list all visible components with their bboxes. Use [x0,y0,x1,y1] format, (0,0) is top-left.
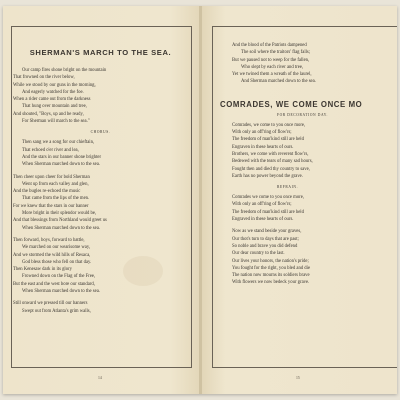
verse-line: Our lives your honors, the nation's pride; [232,258,309,264]
chorus [13,139,188,168]
verse-line: With only an off'ring of flow'rs; [232,130,292,136]
verse-line: So noble and brave you did defend [232,243,298,249]
refrain [232,194,397,223]
verse-line: Bedewed with the tears of many sad hours, [232,159,313,165]
verse-line: The freedom of man'kind still are held [232,137,304,143]
verse-line: For we knew that the stars in our banner [13,203,89,209]
verse-line: Swept out from Atlanta's grim walls, [22,308,91,314]
verse-line: That came from the lips of the men. [22,196,90,202]
verse-line: The soil where the traitors' flag falls; [241,50,311,56]
verse-line: Went up from each valley and glen, [22,181,89,187]
left-page [3,6,200,394]
verse-line: And the stars in our banner shone brighter [22,154,102,160]
stanza [232,228,397,286]
refrain-label: REFRAIN. [277,185,299,190]
verse-line: Brothers, we come with reverent flow'rs, [232,151,309,157]
left-page-content [13,42,188,320]
right-page [202,6,397,394]
verse-line: For Sherman will march to the sea." [22,119,90,125]
verse-line: And shouted, "Boys, up and be ready, [13,111,84,117]
verse-line: Then Kenesaw dark in its glory [13,267,72,273]
song-title: COMRADES, WE COME ONCE MO [220,99,363,109]
verse-line: Fought then and died thy country to save, [232,166,310,172]
verse-line: When Sherman marched down to the sea. [22,225,100,231]
verse-line: When Sherman marched down to the sea. [22,162,100,168]
booklet-spread [3,6,397,394]
verse-line: God bless those who fell on that day. [22,259,92,265]
page-number: 15 [296,376,300,380]
stanza [232,42,397,86]
verse-line: Then sang we a song for our chieftain, [22,140,95,146]
verse-line: That frowned on the river below, [13,75,75,81]
verse-line: And the blood of the Patriots dampened [232,43,307,48]
verse-line: Our camp fires shone bright on the mountain [22,68,107,73]
stanza [232,122,397,180]
verse-line: And the bugles re-echoed the music [13,189,81,195]
verse-line: And that blessings from Northland would greet us [13,218,107,224]
verse-line: Frowned down on the Flag of the Free, [22,274,96,280]
verse-line: Engraven in these hearts of ours. [232,144,294,150]
verse-line: With only an off'ring of flow'rs; [232,202,292,208]
verse-line: Then forward, boys, forward to battle, [13,237,85,243]
verse-line: Who slept by each river and tree, [241,64,304,70]
verse-line: Now as we stand beside your graves, [232,229,302,235]
verse-line: You fought for the right, you bled and die [232,265,311,271]
verse-line: And eagerly watched for the foe. [22,89,84,95]
verse-line: That hung over mountain and tree, [22,104,87,110]
right-page-content [220,42,397,292]
stanza [13,174,188,232]
stanza [13,67,188,125]
verse-line: When Sherman marched down to the sea. [22,289,100,295]
verse-line: But we paused not to weep for the fallen, [232,57,310,63]
verse-line: We marched on our wearisome way, [22,245,91,251]
page-number: 14 [98,376,102,380]
verse-line: Our thot's turn to days that are past; [232,236,299,242]
verse-line: That echoed o'er river and lea, [22,147,79,153]
verse-line: Still onward we pressed till our banners [13,301,88,307]
verse-line: Comrades, we come to you once more, [232,122,306,128]
verse-line: Then cheer upon cheer for bold Sherman [13,174,90,180]
verse-line: When a rider came out from the darkness [13,97,91,103]
verse-line: Yet we twined them a wreath of the laurel, [232,72,312,78]
verse-line: More bright in their splendor would be, [22,211,97,217]
verse-line: Comrades we come to you once more, [232,195,304,201]
verse-line: And Sherman marched down to the sea. [241,79,316,85]
stanza [13,237,188,295]
song-subtitle: FOR DECORATION DAY. [277,112,329,117]
verse-line: With flowers we now bedeck your grave. [232,280,310,286]
stanza [13,300,188,315]
verse-line: Engraved in these hearts of ours. [232,217,294,223]
verse-line: The freedom of man'kind still are held [232,209,304,215]
song-title: SHERMAN'S MARCH TO THE SEA. [29,48,172,57]
verse-line: But the east and the west bore our standard, [13,281,95,287]
verse-line: Our dear country to the last. [232,251,285,257]
verse-line: While we stood by our guns in the morning, [13,82,96,88]
verse-line: The nation now mourns its soldiers brave [232,273,310,279]
verse-line: Earth has no power beyond the grave. [232,173,303,179]
verse-line: And we stormed the wild hills of Resaca, [13,252,91,258]
chorus-label: CHORUS. [90,130,111,135]
